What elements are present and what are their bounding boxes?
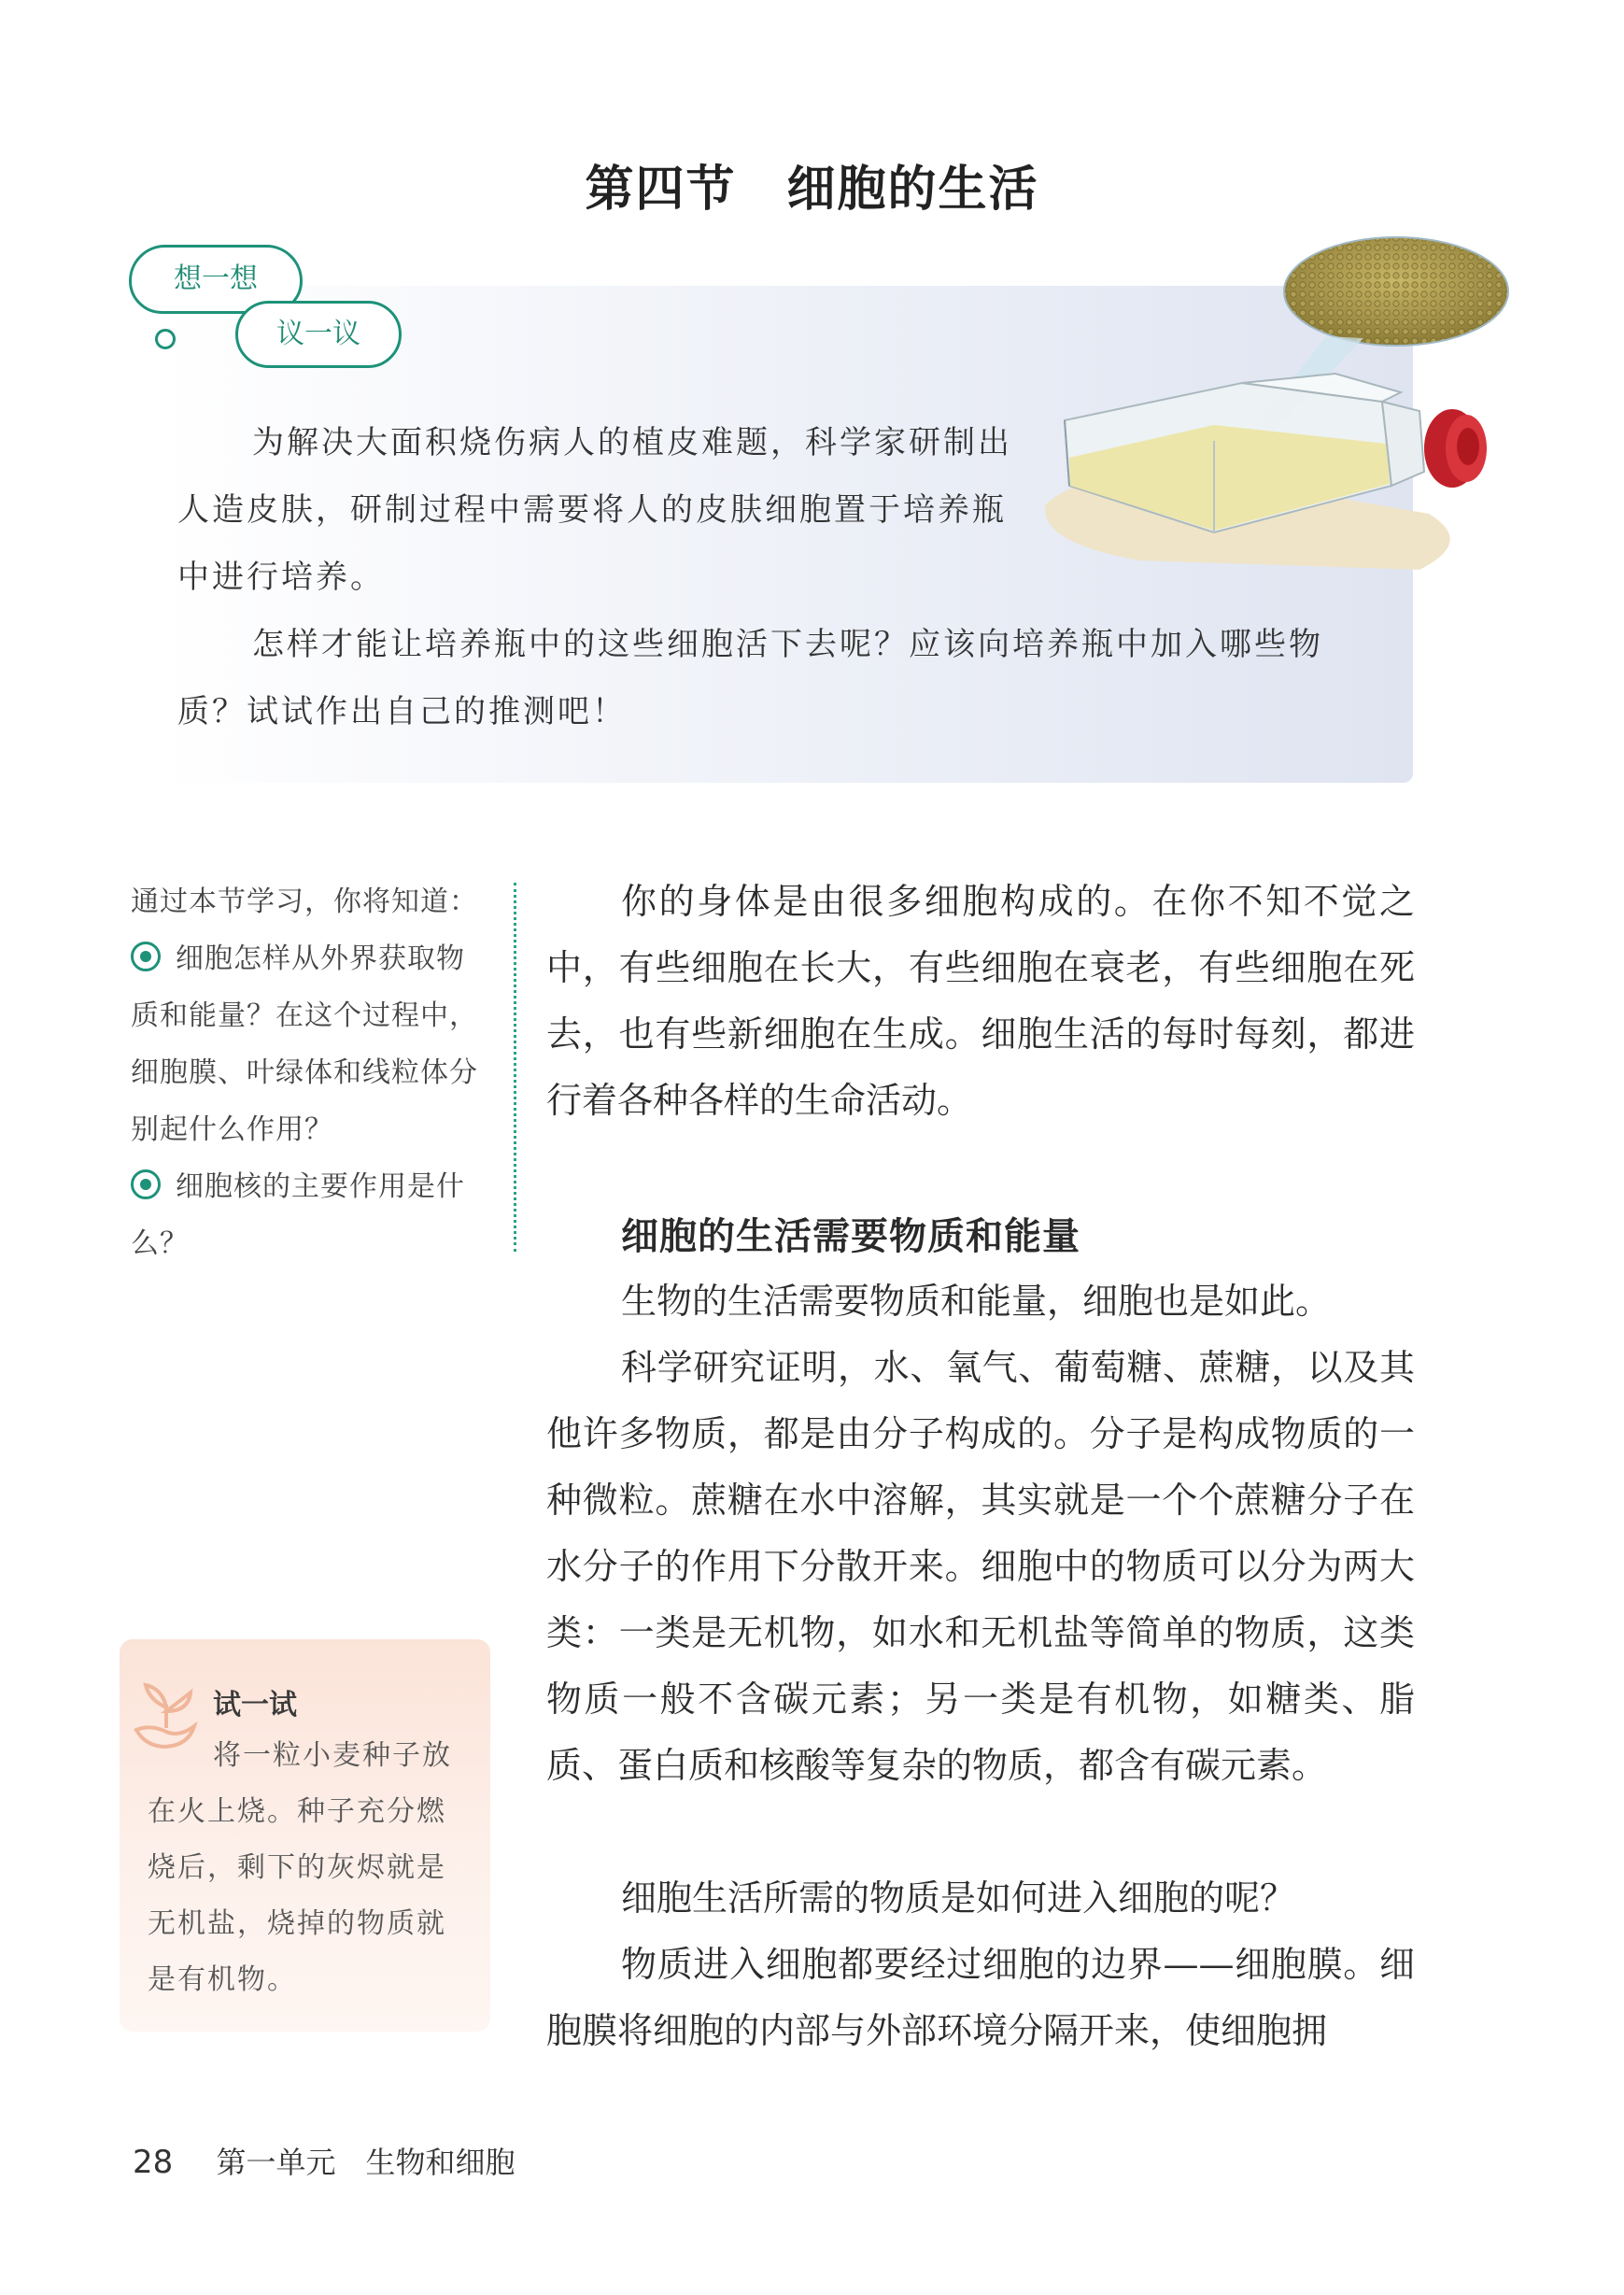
main-paragraph-2: 生物的生活需要物质和能量，细胞也是如此。 [621, 1281, 1332, 1322]
subsection-heading: 细胞的生活需要物质和能量 [621, 1215, 1080, 1258]
target-bullet-icon [131, 942, 161, 971]
main-paragraph-3: 科学研究证明，水、氧气、葡萄糖、蔗糖，以及其他许多物质，都是由分子构成的。分子是构成物质的一种微粒。蔗糖在水中溶解，其实就是一个个蔗糖分子在水分子的作用下分散开来。细胞中的物质可以分为两大类：一类是无机物，如水和无机盐等简单的物质，这类物质一般不含碳元素；另一类是有机物，如糖类、脂质、蛋白质和核酸等复杂的物质，都含有碳元素。 [546, 1347, 1415, 1786]
bubble-dot-icon [155, 329, 176, 349]
main-paragraph-5: 物质进入细胞都要经过细胞的边界——细胞膜。细胞膜将细胞的内部与外部环境分隔开来，使细胞拥 [546, 1944, 1415, 2051]
think-paragraph-1: 为解决大面积烧伤病人的植皮难题，科学家研制出人造皮肤，研制过程中需要将人的皮肤细胞置于培养瓶中进行培养。 [177, 424, 1012, 596]
culture-flask-illustration [1027, 234, 1513, 588]
unit-title: 第一单元 生物和细胞 [216, 2145, 515, 2180]
page-number: 28 [133, 2144, 174, 2181]
page-footer [133, 2139, 515, 2182]
learning-item-text: 细胞怎样从外界获取物质和能量？在这个过程中，细胞膜、叶绿体和线粒体分别起什么作用？ [131, 942, 478, 1146]
learning-item-1 [131, 930, 486, 1158]
target-bullet-icon [131, 1169, 161, 1199]
sidebar-divider [514, 883, 516, 1252]
try-it-text: 将一粒小麦种子放在火上烧。种子充分燃烧后，剩下的灰烬就是无机盐，烧掉的物质就是有机物。 [148, 1739, 452, 1996]
main-paragraph-1: 你的身体是由很多细胞构成的。在你不知不觉之中，有些细胞在长大，有些细胞在衰老，有些细胞在死去，也有些新细胞在生成。细胞生活的每时每刻，都进行着各种各样的生命活动。 [546, 881, 1415, 1121]
discuss-bubble: 议一议 [235, 301, 402, 368]
think-paragraph-2: 怎样才能让培养瓶中的这些细胞活下去呢？应该向培养瓶中加入哪些物质？试试作出自己的推测吧！ [177, 626, 1323, 730]
section-title: 第四节 细胞的生活 [585, 162, 1039, 218]
main-paragraph-4: 细胞生活所需的物质是如何进入细胞的呢？ [621, 1877, 1296, 1919]
learning-intro: 通过本节学习，你将知道： [131, 885, 478, 918]
learning-item-2 [131, 1158, 486, 1272]
learning-objectives [131, 873, 486, 1272]
try-it-title: 试一试 [213, 1689, 297, 1721]
learning-item-text: 细胞核的主要作用是什么？ [131, 1170, 465, 1260]
think-bubble: 想一想 [129, 245, 303, 314]
